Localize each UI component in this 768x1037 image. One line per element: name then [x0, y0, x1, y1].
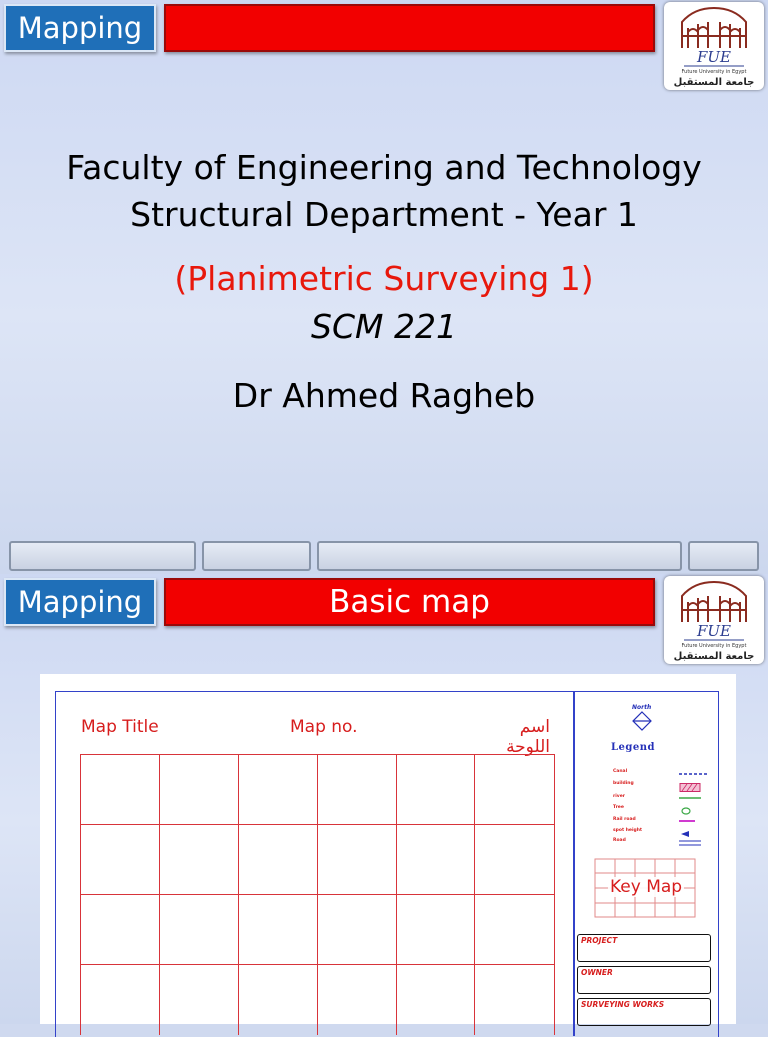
- map-title-label: Map Title: [81, 717, 159, 737]
- north-label: North: [632, 704, 652, 711]
- university-logo: [664, 2, 764, 90]
- line-icon: [679, 796, 701, 800]
- tree-icon: [679, 807, 693, 815]
- logo-name: FUE: [697, 622, 731, 640]
- dashed-line-icon: [679, 771, 709, 777]
- logo-subtitle: Future University in Egypt: [681, 69, 747, 75]
- logo-arabic: جامعة المستقبل: [673, 77, 755, 88]
- basic-map-slide: [0, 574, 768, 1024]
- legend-title: Legend: [611, 742, 656, 753]
- line-icon: [679, 819, 695, 823]
- logo-name: FUE: [697, 48, 731, 66]
- logo-subtitle: Future University in Egypt: [681, 643, 747, 649]
- section-tag: Mapping: [4, 4, 156, 52]
- surveying-works-box: SURVEYING WORKS: [577, 998, 711, 1026]
- lecturer-name: Dr Ahmed Ragheb: [232, 376, 536, 415]
- header-bar: [164, 4, 655, 52]
- course-name: (Planimetric Surveying 1): [174, 259, 594, 298]
- section-tag: Mapping: [4, 578, 156, 626]
- university-logo: [664, 576, 764, 664]
- key-map-label: Key Map: [610, 877, 683, 897]
- north-arrow-icon: [632, 711, 652, 731]
- footer-box-date: [9, 541, 196, 571]
- hatched-box-icon: [679, 783, 701, 792]
- faculty-title: Faculty of Engineering and Technology: [66, 148, 702, 187]
- logo-arabic: جامعة المستقبل: [673, 651, 755, 662]
- project-box: PROJECT: [577, 934, 711, 962]
- course-code: SCM 221: [311, 307, 457, 346]
- footer-box-title: [317, 541, 682, 571]
- triangle-icon: [679, 830, 693, 838]
- double-line-icon: [679, 840, 701, 846]
- map-arabic-label: اسم اللوحة: [506, 717, 550, 757]
- sheet-divider: [573, 691, 575, 1036]
- footer-box-number: [688, 541, 759, 571]
- department-title: Structural Department - Year 1: [130, 195, 638, 234]
- header-bar: Basic map: [164, 578, 655, 626]
- map-number-label: Map no.: [290, 717, 358, 737]
- owner-box: OWNER: [577, 966, 711, 994]
- footer-box-slide: [202, 541, 311, 571]
- map-sheet: Map Title Map no. اسم اللوحة North Legend Canal building river Tree Rail road spot height Road Key Map PROJECT OWNER SURVEYING WORKS: [40, 674, 736, 1024]
- map-grid: [80, 754, 555, 1035]
